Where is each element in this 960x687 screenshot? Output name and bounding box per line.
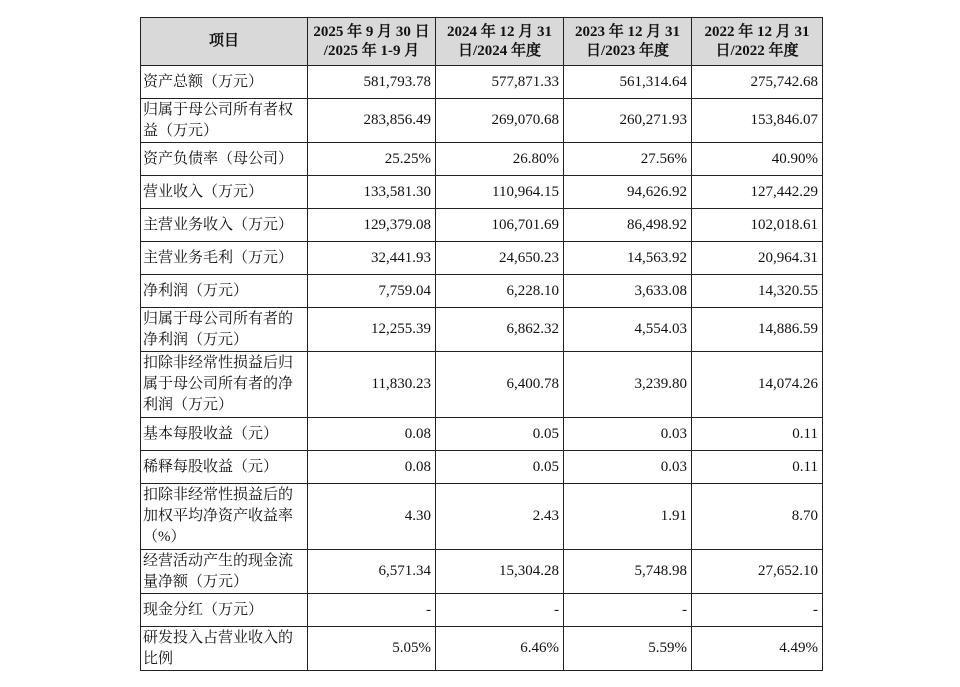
row-label: 稀释每股收益（元） [141,451,308,484]
table-row [141,209,823,242]
column-header-period [564,18,692,66]
value-cell: 6.46% [436,627,564,671]
value-cell: 12,255.39 [308,308,436,352]
value-cell: - [564,594,692,627]
period-line2: 日/2023 年度 [586,42,669,59]
value-cell: 7,759.04 [308,275,436,308]
value-cell: 3,239.80 [564,352,692,418]
value-cell: 5,748.98 [564,550,692,594]
value-cell: 0.03 [564,418,692,451]
value-cell: 32,441.93 [308,242,436,275]
row-label: 经营活动产生的现金流量净额（万元） [141,550,308,594]
row-label: 扣除非经常性损益后的加权平均净资产收益率（%） [141,484,308,550]
value-cell: 260,271.93 [564,99,692,143]
table-row [141,143,823,176]
value-cell: 15,304.28 [436,550,564,594]
value-cell: 40.90% [692,143,823,176]
value-cell: 20,964.31 [692,242,823,275]
value-cell: 94,626.92 [564,176,692,209]
table-row [141,484,823,550]
value-cell: 127,442.29 [692,176,823,209]
row-label: 现金分红（万元） [141,594,308,627]
value-cell: 86,498.92 [564,209,692,242]
row-label: 扣除非经常性损益后归属于母公司所有者的净利润（万元） [141,352,308,418]
value-cell: 577,871.33 [436,66,564,99]
period-line2: 日/2022 年度 [715,42,799,59]
value-cell: - [692,594,823,627]
table-row [141,308,823,352]
value-cell: 27,652.10 [692,550,823,594]
value-cell: 6,862.32 [436,308,564,352]
period-line2: 日/2024 年度 [458,42,541,59]
period-line1: 2024 年 12 月 31 [446,23,552,40]
table-body [141,66,823,671]
value-cell: 1.91 [564,484,692,550]
value-cell: - [308,594,436,627]
table-row [141,451,823,484]
row-label: 主营业务收入（万元） [141,209,308,242]
value-cell: 283,856.49 [308,99,436,143]
row-label: 资产负债率（母公司） [141,143,308,176]
value-cell: 6,228.10 [436,275,564,308]
table-row [141,594,823,627]
row-label: 资产总额（万元） [141,66,308,99]
value-cell: 110,964.15 [436,176,564,209]
row-label: 基本每股收益（元） [141,418,308,451]
financial-data-table [140,17,823,671]
period-line1: 2025 年 9 月 30 日 [313,23,430,40]
table-header-row [141,18,823,66]
value-cell: 0.08 [308,451,436,484]
value-cell: 581,793.78 [308,66,436,99]
table-row [141,99,823,143]
value-cell: 153,846.07 [692,99,823,143]
value-cell: 561,314.64 [564,66,692,99]
row-label: 归属于母公司所有者的净利润（万元） [141,308,308,352]
period-line1: 2023 年 12 月 31 [574,23,680,40]
value-cell: 6,400.78 [436,352,564,418]
table-row [141,66,823,99]
value-cell: 25.25% [308,143,436,176]
value-cell: - [436,594,564,627]
value-cell: 4,554.03 [564,308,692,352]
row-label: 研发投入占营业收入的比例 [141,627,308,671]
value-cell: 0.08 [308,418,436,451]
value-cell: 102,018.61 [692,209,823,242]
table-row [141,352,823,418]
table-row [141,550,823,594]
value-cell: 3,633.08 [564,275,692,308]
value-cell: 269,070.68 [436,99,564,143]
column-header-period [692,18,823,66]
value-cell: 0.05 [436,451,564,484]
value-cell: 11,830.23 [308,352,436,418]
table-row [141,275,823,308]
value-cell: 133,581.30 [308,176,436,209]
table-row [141,242,823,275]
value-cell: 0.03 [564,451,692,484]
value-cell: 14,074.26 [692,352,823,418]
row-label: 主营业务毛利（万元） [141,242,308,275]
value-cell: 5.59% [564,627,692,671]
value-cell: 14,320.55 [692,275,823,308]
value-cell: 26.80% [436,143,564,176]
value-cell: 24,650.23 [436,242,564,275]
value-cell: 129,379.08 [308,209,436,242]
value-cell: 106,701.69 [436,209,564,242]
value-cell: 275,742.68 [692,66,823,99]
value-cell: 4.49% [692,627,823,671]
column-header-period [436,18,564,66]
financial-table-container [140,17,823,671]
column-header-item: 项目 [141,18,308,66]
value-cell: 0.05 [436,418,564,451]
value-cell: 4.30 [308,484,436,550]
value-cell: 27.56% [564,143,692,176]
table-row [141,176,823,209]
value-cell: 14,563.92 [564,242,692,275]
value-cell: 6,571.34 [308,550,436,594]
column-header-period [308,18,436,66]
value-cell: 2.43 [436,484,564,550]
period-line1: 2022 年 12 月 31 [704,23,810,40]
value-cell: 8.70 [692,484,823,550]
period-line2: /2025 年 1-9 月 [323,42,420,59]
table-row [141,627,823,671]
value-cell: 5.05% [308,627,436,671]
value-cell: 0.11 [692,451,823,484]
value-cell: 14,886.59 [692,308,823,352]
table-row [141,418,823,451]
row-label: 营业收入（万元） [141,176,308,209]
value-cell: 0.11 [692,418,823,451]
row-label: 归属于母公司所有者权益（万元） [141,99,308,143]
row-label: 净利润（万元） [141,275,308,308]
